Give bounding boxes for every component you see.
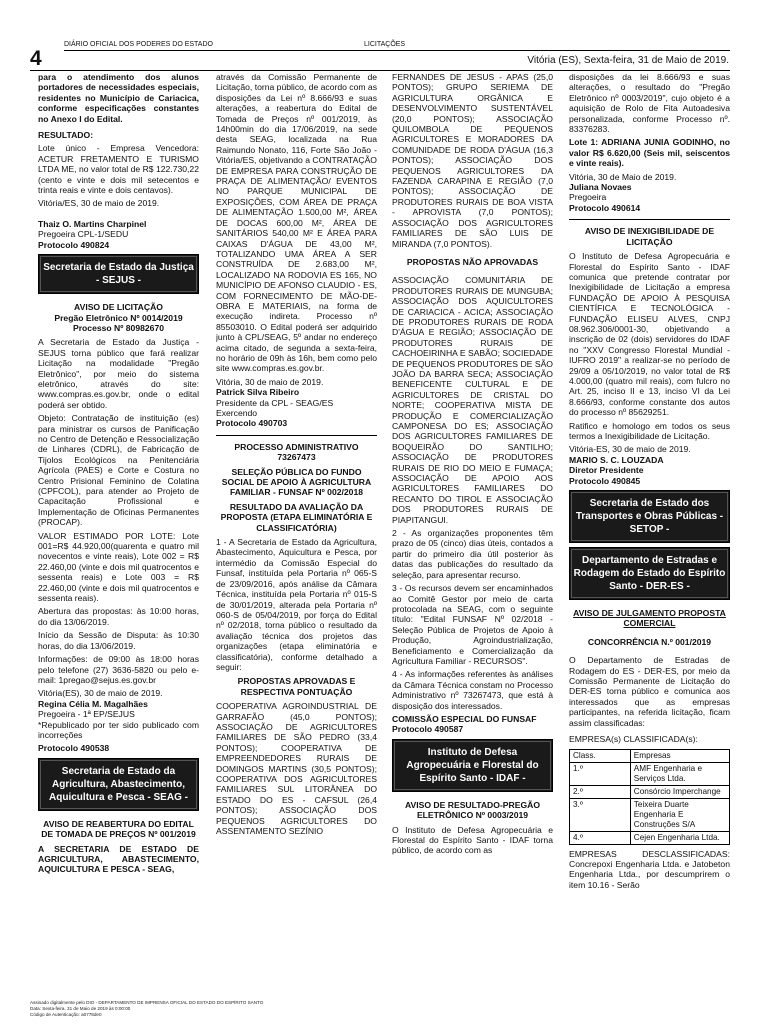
table-row [570, 785, 730, 798]
paragraph: Ratifico e homologo em todos os seus termos a Inexigibilidade de Licitação. [569, 420, 730, 441]
paragraph: Objeto: Contratação de instituição (es) para ministrar os cursos de Panificação no Centro de Detenção e Ressocialização de Linhares (CDRL), de Fabricação de Tijolos Ecológicos na Penitenciária Agrícola (PAES) e Corte e Costura no Centro Prisional Feminino de Colatina (CPFCOL), para atender ao Projeto de Capacitação Profissional e Implementação de Oficinas Permanentes (PROCAP). [38, 413, 199, 528]
signature-role: Pregoeira - 1ª EP/SEJUS [38, 709, 135, 720]
notice-title: AVISO DE INEXIGIBILIDADE DE LICITAÇÃO [584, 226, 715, 247]
column-4 [569, 72, 730, 1002]
protocol-number: Protocolo 490824 [38, 239, 110, 250]
protocol-number: Protocolo 490614 [569, 202, 641, 213]
journal-name: DIÁRIO OFICIAL DOS PODERES DO ESTADO [64, 41, 213, 48]
signature-name: Patrick Silva Ribeiro [216, 387, 300, 398]
table-cell: Teixeira Duarte Engenharia E Construções S/A [630, 798, 729, 831]
result-heading: RESULTADO: [38, 130, 94, 141]
top-running-header [30, 40, 730, 50]
section-box-sejus: Secretaria de Estado da Justiça - SEJUS - [38, 254, 199, 294]
notice-subtitle: Processo Nº 80982670 [72, 322, 165, 333]
date-line: Vitória(ES), 30 de maio de 2019. [38, 688, 163, 699]
notice-title: AVISO DE RESULTADO-PREGÃO ELETRÔNICO Nº 0003/2019 [404, 799, 541, 821]
paragraph: ASSOCIAÇÃO COMUNITÁRIA DE PRODUTORES RURAIS DE MUNGUBA; ASSOCIAÇÃO DOS AQUICULTORES DE CARIACICA - ACICA; ASSOCIAÇÃO DE PRODUTORES RURAIS DE RODA D'ÁGUA E REGIÃO; ASSOCIAÇÃO DE PRODUTORES RURAIS DE CACHOEIRINHA E SABÃO; SOCIEDADE DE PEQUENOS PRODUTORES DE SÃO JOÃO DA BARRA SECA; ASSOCIAÇÃO BENEFICENTE CULTURAL E DE AGRICULTORES DE CRISTAL DO NORTE; COOPERATIVA MISTA DE PRODUÇÃO E COMERCIALIZAÇÃO CAMPONESA DO ES; ASSOCIAÇÃO DOS AGRICULTORES FAMILIARES DE BOQUEIRÃO DO SANTILHO; ASSOCIAÇÃO DE PRODUTORES RURAIS DE RIO DO MEIO E FUMAÇA; ASSOCIAÇÃO DE APOIO AOS AGRICULTORES FAMILIARES DO RECANTO DO TIROL E ASSOCIAÇÃO DOS PRODUTORES RURAIS DE PIAPITANGUI. [392, 275, 553, 525]
date-line: Vitória, 30 de maio de 2019. [216, 376, 324, 387]
notice-subtitle: RESULTADO DA AVALIAÇÃO DA PROPOSTA (ETAPA ELIMINATÓRIA E CLASSIFICATÓRIA) [220, 501, 373, 533]
signature-name: MARIO S. C. LOUZADA [569, 454, 664, 465]
notice-title: AVISO DE LICITAÇÃO [74, 302, 163, 313]
paragraph: Início da Sessão de Disputa: às 10:30 horas, do dia 13/06/2019. [38, 630, 199, 651]
footer-authentication [30, 1000, 263, 1018]
date-line: Vitória, 30 de Maio de 2019. [569, 171, 677, 182]
paragraph: Lote único - Empresa Vencedora: ACETUR FRETAMENTO E TURISMO LTDA ME, no valor total de R$ 122.730,22 (cento e vinte e dois mil setecentos e trinta reais e vinte e dois centavos). [38, 143, 199, 196]
table-cell: AMF Engenharia e Serviços Ltda. [630, 762, 729, 785]
section-heading: PROPOSTAS APROVADAS E RESPECTIVA PONTUAÇÃO [237, 676, 356, 697]
columns [38, 72, 730, 1002]
paragraph: O Instituto de Defesa Agropecuária e Florestal do Espírito Santo - IDAF torna público, de acordo com as [392, 824, 553, 856]
page-number: 4 [30, 47, 42, 70]
paragraph: Abertura das propostas: às 10:00 horas, do dia 13/06/2019. [38, 606, 199, 627]
table-header-cell: Empresas [630, 749, 729, 762]
paragraph: Informações: de 09:00 às 18:00 horas pelo telefone (27) 3636-5820 ou pelo e-mail: 1pregao@sejus.es.gov.br [38, 654, 199, 685]
paragraph: O Instituto de Defesa Agropecuária e Florestal do Espírito Santo - IDAF comunica que pretende contratar por Inexigibilidade de Licitação a empresa FUNDAÇÃO DE APOIO À PESQUISA CIENTÍFICA E TECNOLÓGICA - FUNDAÇÃO ELISEU ALVES, CNPJ 08.962.306/0001-30, objetivando a inscrição de 02 (dois) servidores do IDAF no "XXV Congresso Florestal Mundial - IUFRO 2019" a realizar-se no período de 29/09 a 05/10/2019, no valor total de R$ 4.000,00 (quatro mil reais), com fulcro no Art. 25, inciso II e 13, inciso VI da Lei 8.666/93, conforme constante dos autos do processo nº 85629251. [569, 251, 730, 418]
paragraph: O Departamento de Estradas de Rodagem do ES - DER-ES, por meio da Comissão Permanente de Licitação do DER-ES torna público e comunica aos interessados que as empresas participantes, na referida licitação, ficam assim classificadas: [569, 655, 730, 728]
signature-role: Presidente da CPL - SEAG/ES [216, 397, 334, 408]
table-title: EMPRESA(s) CLASSIFICADA(s): [569, 734, 698, 745]
table-cell: 1.º [570, 762, 631, 785]
notice-title: AVISO DE JULGAMENTO PROPOSTA COMERCIAL [573, 608, 726, 629]
paragraph: Lote 1: ADRIANA JUNIA GODINHO, no valor R$ 6.620,00 (Seis mil, seiscentos e vinte reais). [569, 137, 730, 169]
protocol-number: Protocolo 490703 [216, 418, 288, 429]
signature-name: COMISSÃO ESPECIAL DO FUNSAF [392, 713, 537, 724]
notice-subtitle: SELEÇÃO PÚBLICA DO FUNDO SOCIAL DE APOIO À AGRICULTURA FAMILIAR - FUNSAF Nº 002/2018 [221, 466, 372, 498]
classification-table [569, 749, 730, 845]
signature-name: Regina Célia M. Magalhães [38, 698, 148, 709]
section-box-idaf: Instituto de Defesa Agropecuária e Florestal do Espírito Santo - IDAF - [392, 739, 553, 792]
table-header-cell: Class. [570, 749, 631, 762]
table-cell: Cejen Engenharia Ltda. [630, 831, 729, 844]
paragraph: A Secretaria de Estado da Justiça - SEJUS torna público que fará realizar Licitação na modalidade "Pregão Eletrônico", por meio do sistema eletrônico, através do site: www.compras.es.gov.br, onde o edital poderá ser obtido. [38, 337, 199, 410]
table-row [570, 762, 730, 785]
paragraph: COOPERATIVA AGROINDUSTRIAL DE GARRAFÃO (45,0 PONTOS); ASSOCIAÇÃO DE AGRICULTORES FAMILIARES DE SÃO PEDRO (33,4 PONTOS); COOPERATIVA DE EMPREENDEDORES RURAIS DE DOMINGOS MARTINS (30,5 PONTOS); COOPERATIVA DOS AGRICULTORES FAMILIARES SUL LITORÂNEA DO ESTADO DO ES - CAFSUL (26,4 PONTOS); ASSOCIAÇÃO DOS PEQUENOS AGRICULTORES DO ASSENTAMENTO SEZÍNIO [216, 701, 377, 837]
paragraph: 4 - As informações referentes às análises da Câmara Técnica constam no Processo Administrativo nº 73267473, que está à disposição dos interessados. [392, 669, 553, 711]
table-header-row [570, 749, 730, 762]
paragraph: EMPRESAS DESCLASSIFICADAS: Concrepoxi Engenharia Ltda. e Jatobeton Engenharia Ltda., por descumprirem o item 10.16 - Serão [569, 848, 730, 890]
table-row [570, 798, 730, 831]
paragraph: 3 - Os recursos devem ser encaminhados ao Comitê Gestor por meio de carta protocolada na SEAG, com o seguinte título: "Edital FUNSAF Nº 02/2018 - Seleção Pública de Projetos de Apoio à Produção, Agroindustrialização, Beneficiamento e Comercialização da Agricultura Familiar - RECURSOS". [392, 583, 553, 666]
footer-line: Código de Autenticação: a0778de0 [30, 1012, 102, 1017]
footer-line: Data: Sexta-feira, 31 de Maio de 2019 às 0:00:00 [30, 1006, 131, 1011]
paragraph: VALOR ESTIMADO POR LOTE: Lote 001=R$ 44.920,00(quarenta e quatro mil novecentos e vinte reais), Lote 002 = R$ 22.460,00 (vinte e dois mil quatrocentos e sessenta reais) e Lote 003 = R$ 22.460,00 (vinte e dois mil quatrocentos e sessenta reais). [38, 530, 199, 604]
date-line: Vitória-ES, 30 de maio de 2019. [569, 444, 691, 455]
notice-title: PROCESSO ADMINISTRATIVO 73267473 [234, 441, 359, 463]
note: *Republicado por ter sido publicado com incorreções [38, 719, 199, 740]
table-cell: Consórcio Imperchange [630, 785, 729, 798]
protocol-number: Protocolo 490587 [392, 724, 464, 735]
table-cell: 4.º [570, 831, 631, 844]
header-rule [30, 70, 730, 71]
column-1 [38, 72, 199, 1002]
notice-subtitle: CONCORRÊNCIA N.º 001/2019 [587, 636, 712, 647]
footer-line: Assinado digitalmente pelo DIO - DEPARTAMENTO DE IMPRENSA OFICIAL DO ESTADO DO ESPÍRITO SANTO [30, 1000, 264, 1005]
protocol-number: Protocolo 490845 [569, 475, 641, 486]
column-3 [392, 72, 553, 1002]
top-rule [64, 50, 730, 51]
section-box-der: Departamento de Estradas e Rodagem do Estado do Espírito Santo - DER-ES - [569, 547, 730, 600]
signature-role: Pregoeira [569, 192, 607, 203]
section-heading: PROPOSTAS NÃO APROVADAS [406, 256, 539, 267]
dateline: Vitória (ES), Sexta-feira, 31 de Maio de 2019. [527, 55, 729, 66]
paragraph: para o atendimento dos alunos portadores de necessidades especiais, residentes no Município de Cariacica, conforme especificações constantes no Anexo I do Edital. [38, 72, 199, 124]
paragraph: FERNANDES DE JESUS - APAS (25,0 PONTOS); GRUPO SERIEMA DE AGRICULTURA ORGÂNICA E DESENVOLVIMENTO SUSTENTÁVEL (20,0 PONTOS); ASSOCIAÇÃO QUILOMBOLA DE PEQUENOS AGRICULTORES E MORADORES DA COMUNIDADE DE RODA D'ÁGUA (16,3 PONTOS); ASSOCIAÇÃO DOS PEQUENOS AGRICULTORES DA FAZENDA CARAPINA E REGIÃO (7,0 PONTOS); ASSOCIAÇÃO DE PRODUTORES RURAIS DE BOA VISTA - APROVISTA (7,0 PONTOS); ASSOCIAÇÃO DOS AGRICULTORES FAMILIARES DE SÃO LUIS DE MIRANDA (7,0 PONTOS). [392, 72, 553, 249]
signature-role: Exercendo [216, 408, 258, 418]
paragraph: através da Comissão Permanente de Licitação, torna público, de acordo com as disposições da Lei nº 8.666/93 e suas alterações, a reabertura do Edital de Tomada de Preços nº 001/2019, às 14h00min do dia 17/06/2019, na sede desta SEAG, localizada na Rua Raimundo Nonato, 116, Forte São João - Vitória/ES, objetivando a CONTRATAÇÃO DE EMPRESA PARA CONSTRUÇÃO DE PRAÇA DE ALIMENTAÇÃO/ EVENTOS NO PARQUE MUNICIPAL DE EXPOSIÇÕES, COM ÁREA DE PRAÇA DE ALIMENTAÇÃO 1.500,00 M², ÁREA DE DOCAS 600,00 M², ÁREA DE SANITÁRIOS 540,00 M² E ÁREA PARA CAIXAS D'ÁGUA DE 43,00 M², TOTALIZANDO UMA ÁREA A SER CONSTRUÍDA DE 2.683,00 M², LOCALIZADO NA RODOVIA ES 165, NO MUNICÍPIO DE AFONSO CLAUDIO - ES, COM FORNECIMENTO DE MÃO-DE-OBRA E MATERIAIS, na forma de execução indireta. Processo nº 85503010. O Edital poderá ser adquirido junto à CPL/SEAG, 5º andar no endereço acima citado, de segunda a sexta-feira, no horário de 09h às 16h, bem como pelo site www.compras.es.gov.br. [216, 72, 377, 374]
signature-name: Juliana Novaes [569, 182, 632, 193]
signature-role: Diretor Presidente [569, 465, 644, 476]
signature-name: Thaiz O. Martins Charpinel [38, 218, 147, 229]
date-line: Vitória/ES, 30 de maio de 2019. [38, 198, 160, 209]
paragraph: A SECRETARIA DE ESTADO DE AGRICULTURA, ABASTECIMENTO, AQUICULTURA E PESCA - SEAG, [38, 843, 199, 875]
section-name: LICITAÇÕES [364, 41, 406, 48]
paragraph: 1 - A Secretaria de Estado da Agricultura, Abastecimento, Aquicultura e Pesca, por intermédio da Comissão Especial do Funsaf, instituída pela Portaria nº 065-S de 23/09/2016, após análise da Câmara Técnica, instituída pela Portaria nº 015-S de 30/01/2019, alterada pela Portaria nº 060-S de 05/04/2019, por força do Edital nº 02/2018, torna público o resultado da avaliação técnica dos projetos das organizações (etapa eliminatória e classificatória), conforme detalhado a seguir: [216, 537, 377, 672]
section-box-setop: Secretaria de Estado dos Transportes e Obras Públicas - SETOP - [569, 490, 730, 543]
signature-role: Pregoeira CPL-1/SEDU [38, 229, 129, 240]
notice-title: AVISO DE REABERTURA DO EDITAL DE TOMADA DE PREÇOS Nº 001/2019 [41, 818, 196, 840]
table-cell: 2.º [570, 785, 631, 798]
paragraph: disposições da lei 8.666/93 e suas alterações, o resultado do "Pregão Eletrônico nº 0003/2019", cujo objeto é a aquisição de Rolo de Fita Autoadesiva personalizada, conforme Processo nº. 83376283. [569, 72, 730, 135]
section-box-seag: Secretaria de Estado da Agricultura, Abastecimento, Aquicultura e Pesca - SEAG - [38, 758, 199, 811]
column-2 [216, 72, 377, 1002]
table-row [570, 831, 730, 844]
protocol-number: Protocolo 490538 [38, 743, 110, 754]
paragraph: 2 - As organizações proponentes têm prazo de 05 (cinco) dias úteis, contados a partir do primeiro dia útil posterior às datas das publicações do resultado da seleção, para apresentar recurso. [392, 528, 553, 580]
table-cell: 3.º [570, 798, 631, 831]
notice-subtitle: Pregão Eletrônico Nº 0014/2019 [54, 312, 183, 323]
